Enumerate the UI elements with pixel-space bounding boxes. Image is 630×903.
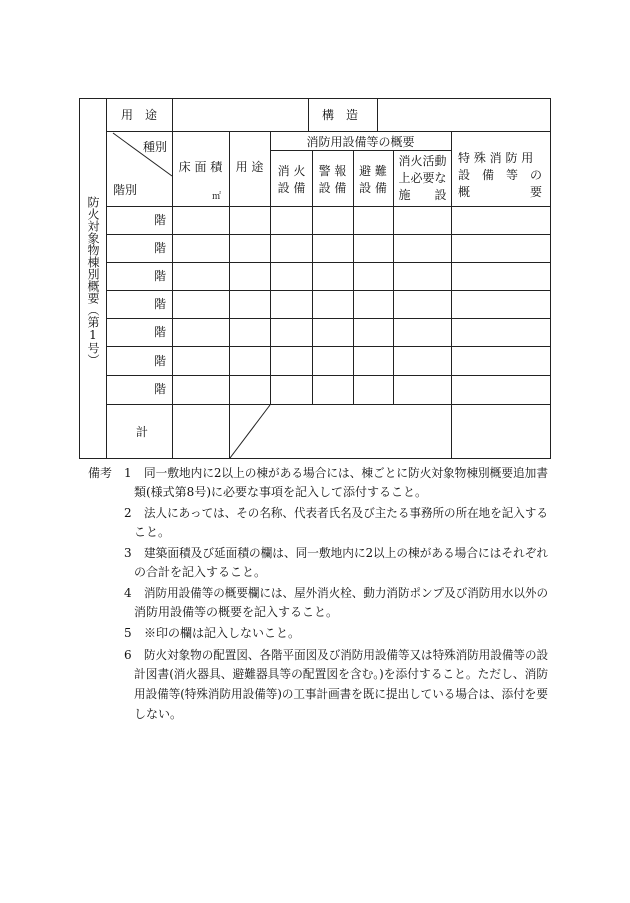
structure-field[interactable] <box>378 99 550 131</box>
use-column-label: 用 途 <box>235 160 264 174</box>
kind-label: 種別 <box>143 140 168 154</box>
notes-label: 備考 <box>88 466 113 480</box>
note-line: 消防用設備等の概要欄には、屋外消火栓、動力消防ポンプ及び消防用水以外の <box>144 586 549 600</box>
note-line: 同一敷地内に2以上の棟がある場合には、棟ごとに防火対象物棟別概要追加書 <box>144 466 549 480</box>
note-line: こと。 <box>134 525 171 539</box>
firefighting-facilities-label: 消火活動 上必要な 施 設 <box>398 154 447 202</box>
fire-equipment-group-label: 消防用設備等の概要 <box>306 135 415 149</box>
evacuation-equipment-label: 避 難 設 備 <box>359 164 387 195</box>
extinguishing-equipment-label: 消 火 設 備 <box>277 164 306 195</box>
floor-row-label: 階 <box>154 382 167 396</box>
note-line: ※印の欄は記入しないこと。 <box>144 626 301 640</box>
floor-row-label: 階 <box>154 297 167 311</box>
note-line: 法人にあっては、その名称、代表者氏名及び主たる事務所の所在地を記入する <box>144 506 548 520</box>
note-number: 6 <box>124 648 132 662</box>
floor-row-label: 階 <box>154 269 167 283</box>
special-equipment-label: 特 殊 消 防 用 設 備 等 の 概 要 <box>458 151 543 199</box>
floor-area-label: 床 面 積 <box>178 160 223 174</box>
note-line: の合計を記入すること。 <box>134 565 267 579</box>
use-field[interactable] <box>173 99 308 131</box>
side-title: 防火対象物棟別概要（第1号） <box>86 196 100 366</box>
floor-row-label: 階 <box>154 213 167 227</box>
note-line: 建築面積及び延面積の欄は、同一敷地内に2以上の棟がある場合にはそれぞれ <box>144 546 549 560</box>
note-number: 1 <box>124 466 132 480</box>
total-diagonal <box>230 405 270 458</box>
total-label: 計 <box>136 425 149 439</box>
floor-row-label: 階 <box>154 325 167 339</box>
note-line: 用設備等(特殊消防用設備等)の工事計画書を既に提出している場合は、添付を要 <box>134 687 548 701</box>
note-number: 5 <box>124 626 132 640</box>
note-number: 2 <box>124 506 132 520</box>
alarm-equipment-label: 警 報 設 備 <box>318 164 347 195</box>
note-line: 防火対象物の配置図、各階平面図及び消防用設備等又は特殊消防用設備等の設 <box>144 648 549 662</box>
note-line: 類(様式第8号)に必要な事項を記入して添付すること。 <box>134 485 428 499</box>
floor-area-unit: ㎡ <box>212 192 222 202</box>
note-line: 消防用設備等の概要を記入すること。 <box>134 605 339 619</box>
floor-row-label: 階 <box>154 241 167 255</box>
note-line: しない。 <box>134 707 183 721</box>
use-label: 用 途 <box>120 108 157 122</box>
note-number: 4 <box>124 586 132 600</box>
structure-label: 構 造 <box>322 108 359 122</box>
floor-label: 階別 <box>113 183 138 197</box>
note-number: 3 <box>124 546 132 560</box>
note-line: 計図書(消火器具、避難器具等の配置図を含む。)を添付すること。ただし、消防 <box>134 667 549 681</box>
floor-row-label: 階 <box>154 354 167 368</box>
